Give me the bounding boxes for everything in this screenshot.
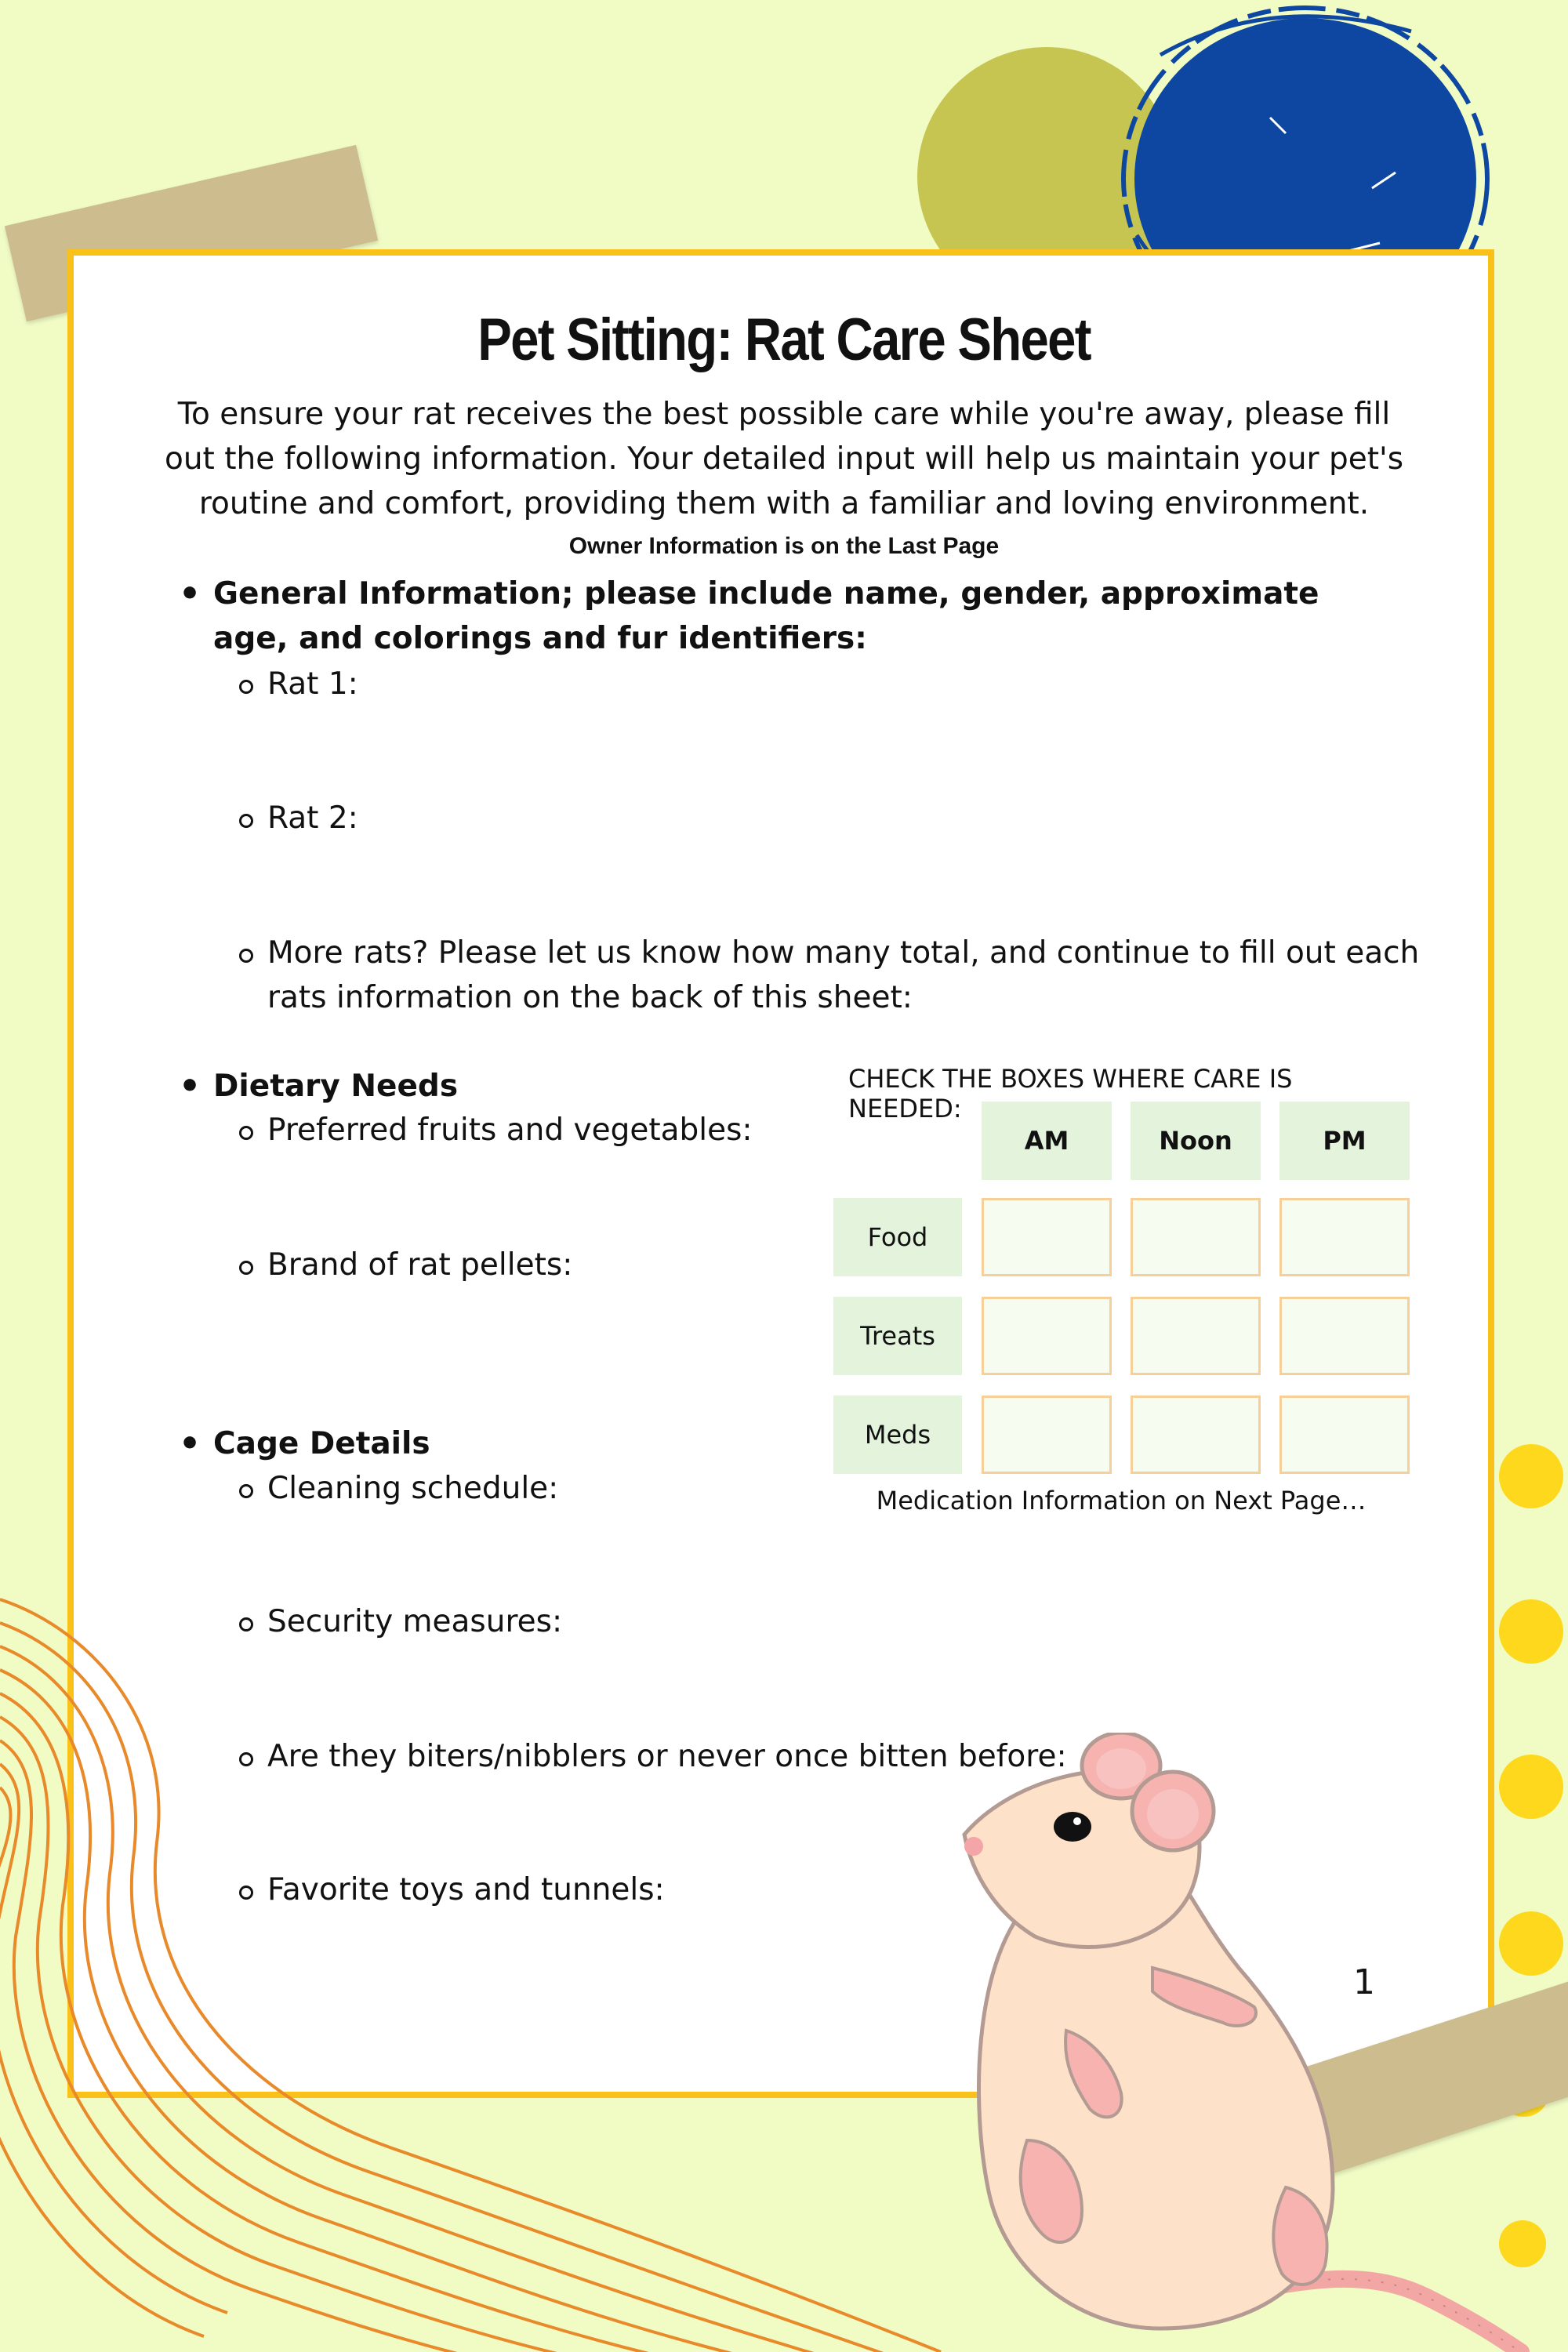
cleaning-schedule-label: Cleaning schedule:	[267, 1466, 558, 1511]
cage-details-heading: • Cage Details	[213, 1421, 430, 1466]
checkbox-treats-pm[interactable]	[1279, 1297, 1410, 1375]
intro-paragraph: To ensure your rat receives the best possible care while you're away, please fill out the following information. Your detailed input will help us maintain your pet's routine and comfort, providing them with a familiar and loving environment.	[164, 397, 1404, 521]
more-rats-label: More rats? Please let us know how many total, and continue to fill out each rats information on the back of this sheet:	[267, 931, 1428, 1020]
rat-2-label: Rat 2:	[267, 796, 358, 840]
medication-note: Medication Information on Next Page…	[876, 1486, 1367, 1515]
rat-illustration	[925, 1733, 1568, 2352]
column-header-noon: Noon	[1131, 1102, 1261, 1180]
checkbox-food-pm[interactable]	[1279, 1198, 1410, 1276]
owner-info-note: Owner Information is on the Last Page	[568, 533, 1000, 559]
page-title: Pet Sitting: Rat Care Sheet	[477, 307, 1091, 373]
checkbox-treats-noon[interactable]	[1131, 1297, 1261, 1375]
row-label-treats: Treats	[833, 1297, 962, 1375]
page-number: 1	[1353, 1962, 1375, 2002]
yellow-dot-decoration	[1499, 1444, 1563, 1508]
care-table-instruction: CHECK THE BOXES WHERE CARE IS NEEDED:	[848, 1064, 1293, 1123]
row-label-meds: Meds	[833, 1396, 962, 1474]
checkbox-food-noon[interactable]	[1131, 1198, 1261, 1276]
checkbox-food-am[interactable]	[982, 1198, 1112, 1276]
column-header-pm: PM	[1279, 1102, 1410, 1180]
row-label-food: Food	[833, 1198, 962, 1276]
rat-pellets-label: Brand of rat pellets:	[267, 1243, 572, 1287]
checkbox-meds-noon[interactable]	[1131, 1396, 1261, 1474]
checkbox-meds-pm[interactable]	[1279, 1396, 1410, 1474]
orange-curves-decoration	[0, 1584, 1019, 2352]
general-information-heading: • General Information; please include name, gender, approximate age, and colorings and fur identifiers:	[213, 572, 1374, 661]
checkbox-meds-am[interactable]	[982, 1396, 1112, 1474]
rat-1-label: Rat 1:	[267, 662, 358, 706]
yellow-dot-decoration	[1499, 1599, 1563, 1664]
checkbox-treats-am[interactable]	[982, 1297, 1112, 1375]
security-measures-label: Security measures:	[267, 1599, 562, 1644]
dietary-needs-heading: • Dietary Needs	[213, 1064, 458, 1109]
favorite-toys-label: Favorite toys and tunnels:	[267, 1867, 665, 1912]
column-header-am: AM	[982, 1102, 1112, 1180]
fruits-vegetables-label: Preferred fruits and vegetables:	[267, 1108, 753, 1152]
biters-label: Are they biters/nibblers or never once bitten before:	[267, 1734, 1067, 1779]
